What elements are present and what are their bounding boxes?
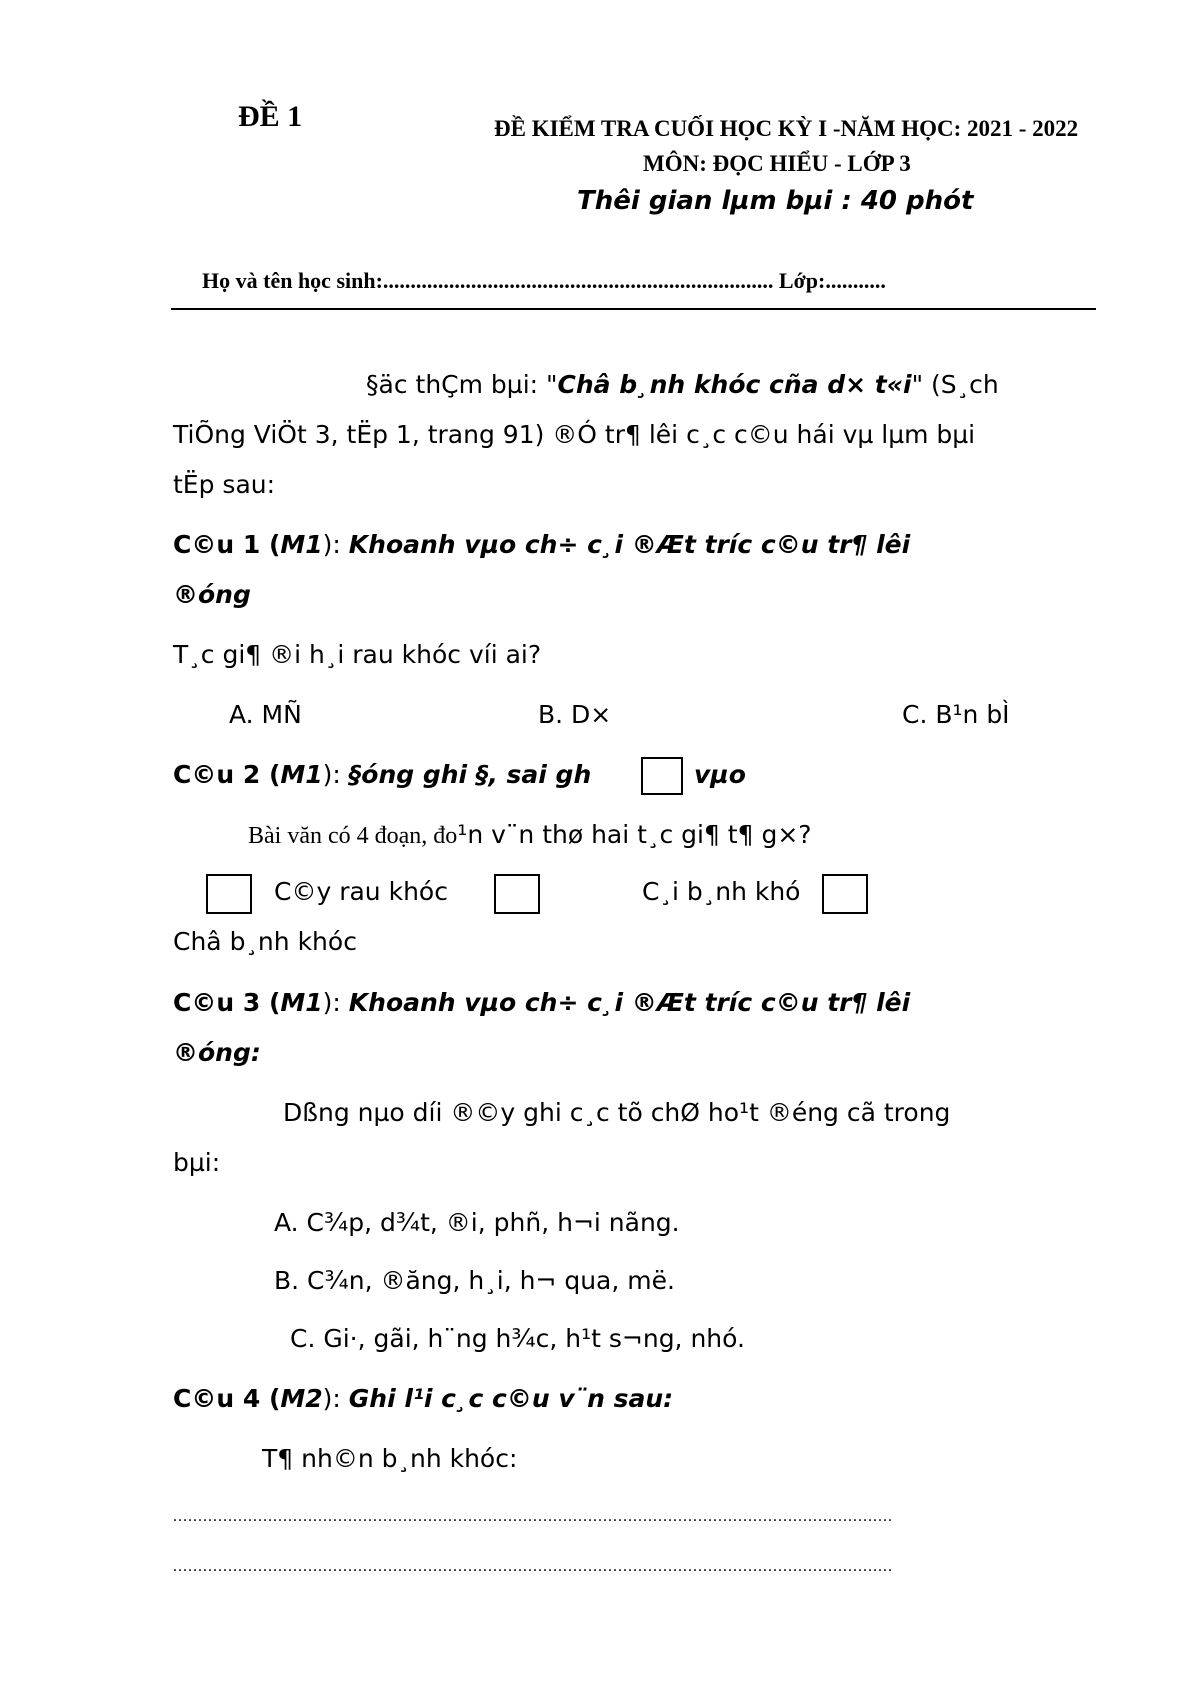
q2-instruction-box	[641, 757, 683, 795]
intro-line-1	[366, 370, 999, 399]
q2-number: C©u 2 (	[173, 760, 281, 789]
name-blank[interactable]: .......................................................................	[382, 268, 774, 293]
intro-line-2: TiÕng ViÖt 3, tËp 1, trang 91) ®Ó tr¶ lêi c¸c c©u hái vµ lµm bµi	[173, 420, 976, 449]
q4-answer-line-2[interactable]: ................................................................................................................................................	[173, 1558, 893, 1575]
exam-subject: MÔN: ĐỌC HIỂU - LỚP 3	[643, 151, 911, 176]
intro-text: §äc thÇm bµi: "	[366, 370, 558, 399]
q2-checkbox-a[interactable]	[206, 874, 252, 914]
q3-heading	[173, 988, 910, 1017]
q3-question-cont: bµi:	[173, 1148, 221, 1177]
q3-number: C©u 3 (	[173, 988, 281, 1017]
q4-level: M2	[280, 1384, 323, 1413]
q2-instruction-a: §óng ghi §, sai gh	[348, 760, 592, 789]
q2-heading	[173, 760, 591, 789]
name-label: Họ và tên học sinh:	[202, 268, 383, 293]
q2-level: M1	[280, 760, 323, 789]
q3-instruction-cont: ®óng:	[173, 1038, 261, 1067]
q2-question-part1: Bài văn có 4 đoạn, đo	[248, 823, 458, 849]
q2-option-c: Châ b¸nh khóc	[173, 927, 357, 956]
q1-instruction: Khoanh vµo ch÷ c¸i ®Æt tríc c©u tr¶ lêi	[348, 530, 911, 559]
exam-title: ĐỀ KIỂM TRA CUỐI HỌC KỲ I -NĂM HỌC: 2021 - 2022	[494, 116, 1079, 141]
intro-line-3: tËp sau:	[173, 470, 276, 499]
q3-colon: ):	[322, 988, 349, 1017]
q1-option-c[interactable]: C. B¹n bÌ	[902, 700, 1010, 729]
q2-checkbox-b[interactable]	[494, 874, 540, 914]
q3-instruction: Khoanh vµo ch÷ c¸i ®Æt tríc c©u tr¶ lêi	[348, 988, 911, 1017]
q4-number: C©u 4 (	[173, 1384, 281, 1413]
q3-question: Dßng nµo díi ®©y ghi c¸c tõ chØ ho¹t ®éng cã trong	[283, 1098, 951, 1127]
story-title: Châ b¸nh khóc cña d× t«i	[557, 370, 912, 399]
q4-prompt: T¶ nh©n b¸nh khóc:	[262, 1444, 518, 1473]
q2-option-b: C¸i b¸nh khó	[642, 877, 801, 906]
q4-instruction: Ghi l¹i c¸c c©u v¨n sau:	[348, 1384, 674, 1413]
q1-level: M1	[280, 530, 323, 559]
q1-option-b[interactable]: B. D×	[538, 700, 612, 729]
q4-heading	[173, 1384, 673, 1413]
q3-option-b[interactable]: B. C¾n, ®ăng, h¸i, h¬ qua, më.	[274, 1266, 675, 1295]
q2-question-part2: ¹n v¨n thø hai t¸c gi¶ t¶ g×?	[457, 820, 812, 849]
q1-number: C©u 1 (	[173, 530, 281, 559]
q2-question	[248, 820, 812, 850]
q3-option-c[interactable]: C. Gi·, gãi, h¨ng h¾c, h¹t s¬ng, nhó.	[290, 1324, 745, 1353]
q2-instruction-b: vµo	[694, 760, 746, 789]
intro-text-end: " (S¸ch	[911, 370, 999, 399]
q1-heading	[173, 530, 910, 559]
header-divider	[171, 308, 1096, 310]
q3-option-a[interactable]: A. C¾p, d¾t, ®i, phñ, h¬i nãng.	[274, 1208, 680, 1237]
class-blank[interactable]: ...........	[825, 268, 886, 293]
student-info-line	[202, 268, 886, 294]
exam-number: ĐỀ 1	[238, 100, 303, 133]
q1-question: T¸c gi¶ ®i h¸i rau khóc víi ai?	[173, 640, 542, 669]
q2-checkbox-c[interactable]	[822, 874, 868, 914]
q1-option-a[interactable]: A. MÑ	[229, 700, 302, 729]
q2-option-a: C©y rau khóc	[274, 877, 448, 906]
q1-instruction-cont: ®óng	[173, 580, 251, 609]
exam-time: Thêi gian lµm bµi : 40 phót	[577, 186, 974, 216]
q4-answer-line-1[interactable]: ................................................................................................................................................	[173, 1508, 893, 1525]
q2-colon: ):	[322, 760, 349, 789]
class-label: Lớp:	[778, 268, 826, 293]
q4-colon: ):	[322, 1384, 349, 1413]
q3-level: M1	[280, 988, 323, 1017]
q1-colon: ):	[322, 530, 349, 559]
